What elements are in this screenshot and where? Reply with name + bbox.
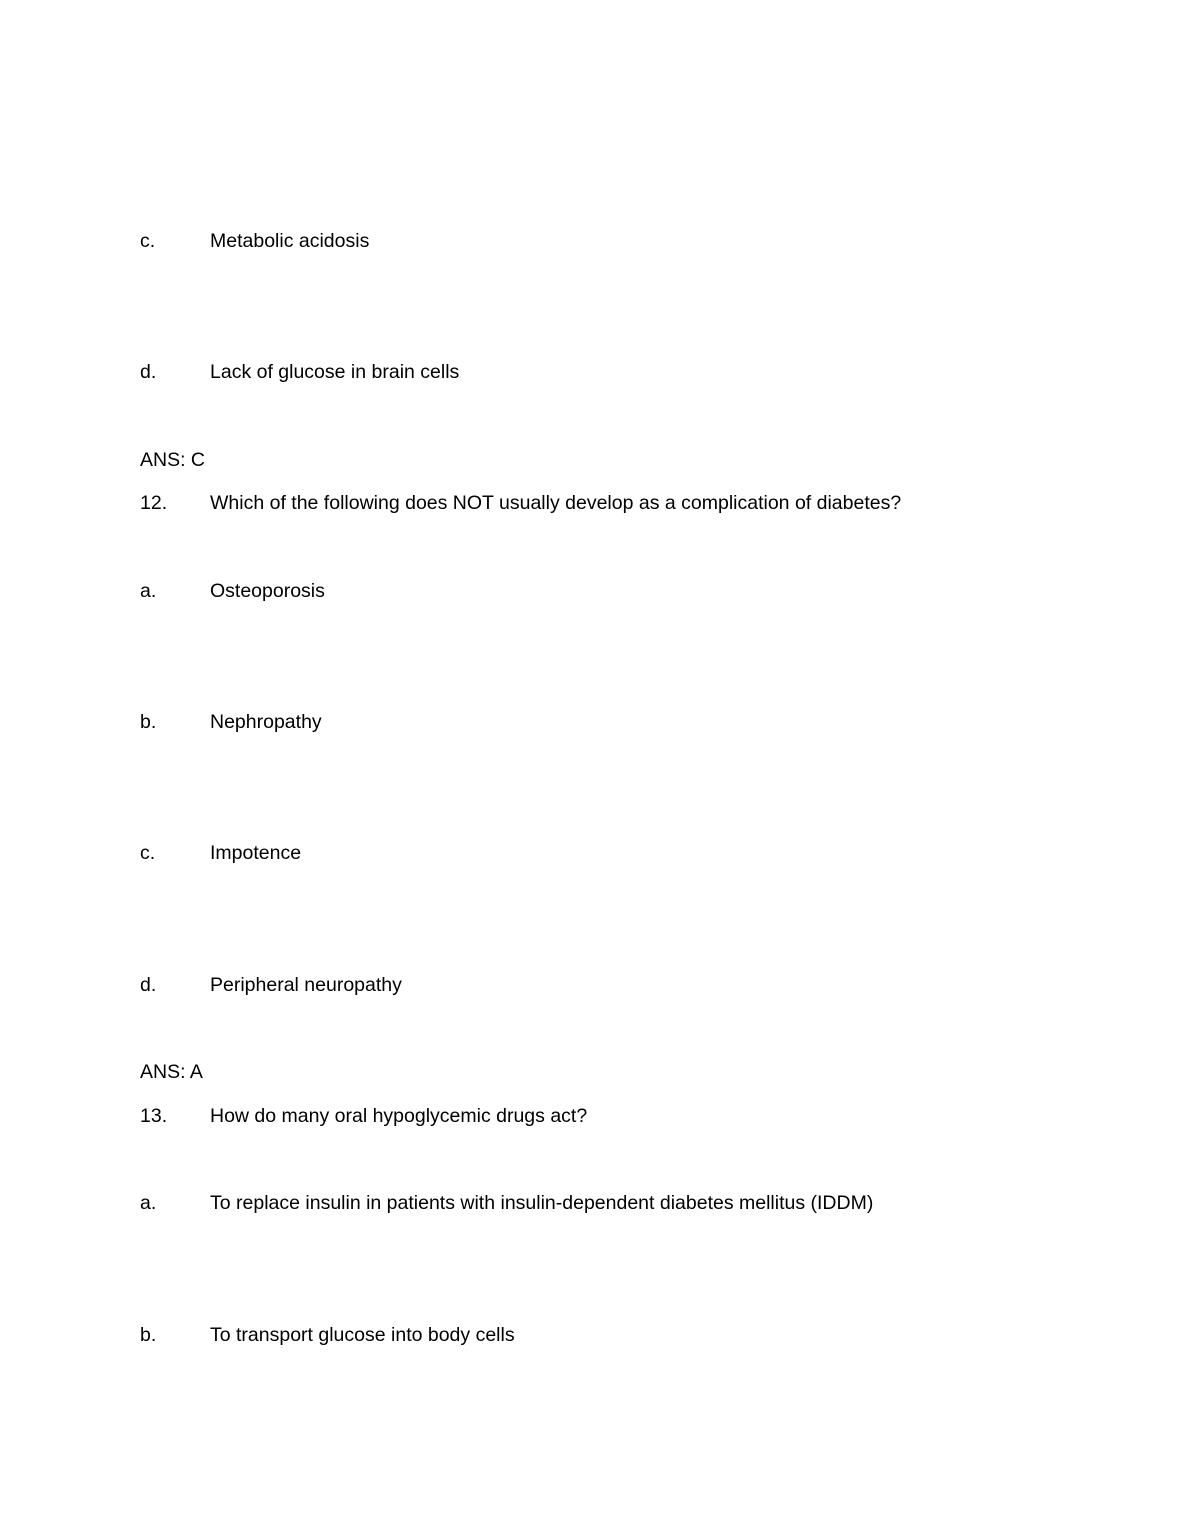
option-text: Peripheral neuropathy (210, 974, 402, 996)
option-label: c. (140, 842, 156, 864)
option-label: a. (140, 580, 157, 602)
question-number: 13. (140, 1105, 168, 1127)
option-label: d. (140, 361, 157, 383)
option-label: a. (140, 1192, 157, 1214)
answer-text: ANS: A (140, 1061, 203, 1083)
question-text: Which of the following does NOT usually develop as a complication of diabetes? (210, 492, 902, 514)
option-label: b. (140, 711, 157, 733)
option-text: To transport glucose into body cells (210, 1324, 515, 1346)
option-text: Impotence (210, 842, 302, 864)
question-text: How do many oral hypoglycemic drugs act? (210, 1105, 588, 1127)
option-text: Metabolic acidosis (210, 230, 370, 252)
question-number: 12. (140, 492, 168, 514)
option-text: Nephropathy (210, 711, 322, 733)
option-label: b. (140, 1324, 157, 1346)
option-text: To replace insulin in patients with insulin-dependent diabetes mellitus (IDDM) (210, 1192, 874, 1214)
option-text: Lack of glucose in brain cells (210, 361, 460, 383)
option-label: c. (140, 230, 156, 252)
option-label: d. (140, 974, 157, 996)
answer-text: ANS: C (140, 449, 206, 471)
option-text: Osteoporosis (210, 580, 325, 602)
